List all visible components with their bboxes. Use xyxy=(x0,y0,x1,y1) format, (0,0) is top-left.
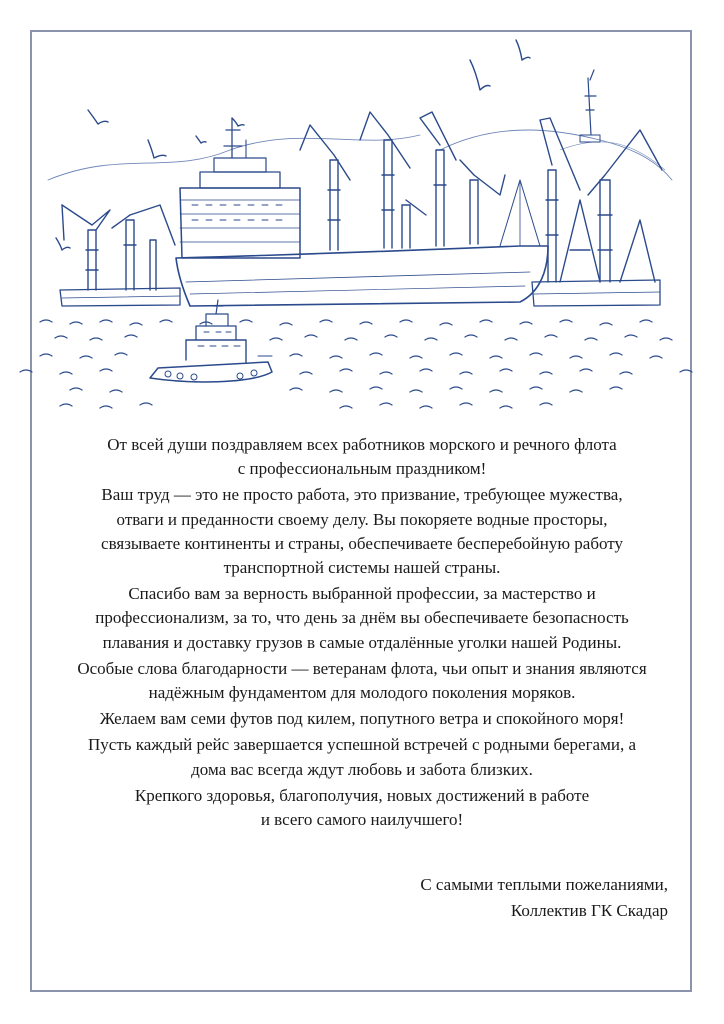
text-line: профессионализм, за то, что день за днём вы обеспечиваете безопасность xyxy=(95,608,629,628)
text-line: Особые слова благодарности — ветеранам флота, чьи опыт и знания являются xyxy=(77,658,647,678)
text-line: От всей души поздравляем всех работников морского и речного флота xyxy=(107,435,617,454)
text-line: плавания и доставку грузов в самые отдалённые уголки нашей Родины. xyxy=(102,632,622,652)
text-line: Крепкого здоровья, благополучия, новых достижений в работе xyxy=(134,785,590,805)
text-line: транспортной системы нашей страны. xyxy=(223,558,501,578)
greeting-text xyxy=(60,433,664,834)
text-line: отваги и преданности своему делу. Вы покоряете водные просторы, xyxy=(116,509,608,529)
signature-wishes: С самыми теплыми пожеланиями, xyxy=(420,875,668,894)
paragraph-congratulation xyxy=(60,433,664,481)
paragraph-voyage xyxy=(60,733,664,781)
text-line: и всего самого наилучшего! xyxy=(260,810,464,830)
signature-sender: Коллектив ГК Скадар xyxy=(510,901,668,920)
port-illustration xyxy=(0,0,724,430)
text-line: связываете континенты и страны, обеспечиваете бесперебойную работу xyxy=(101,533,623,553)
paragraph-thanks xyxy=(60,582,664,655)
signature-block xyxy=(420,872,668,924)
text-line: с профессиональным праздником! xyxy=(237,459,487,479)
text-line: Пусть каждый рейс завершается успешной встречей с родными берегами, а xyxy=(88,735,636,755)
text-line: Ваш труд — это не просто работа, это призвание, требующее мужества, xyxy=(101,485,623,505)
text-line: Спасибо вам за верность выбранной профессии, за мастерство и xyxy=(128,584,596,604)
text-line: Желаем вам семи футов под килем, попутного ветра и спокойного моря! xyxy=(99,709,625,729)
text-line: надёжным фундаментом для молодого поколения моряков. xyxy=(148,683,576,703)
paragraph-work xyxy=(60,483,664,580)
paragraph-veterans xyxy=(60,657,664,705)
paragraph-health xyxy=(60,784,664,832)
text-line: дома вас всегда ждут любовь и забота близких. xyxy=(191,759,533,779)
paragraph-wishes xyxy=(60,707,664,731)
